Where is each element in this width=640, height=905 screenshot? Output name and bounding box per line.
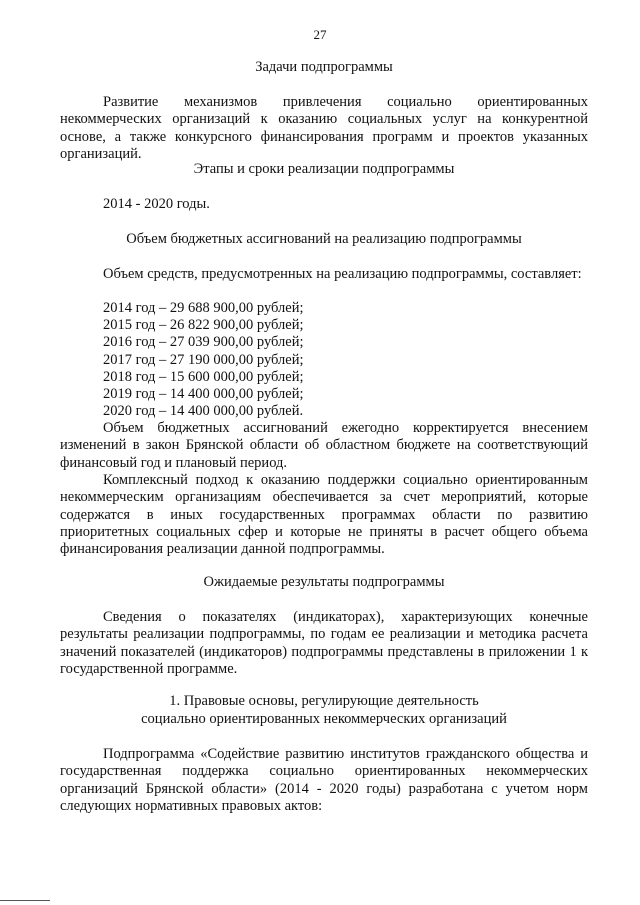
- stages-paragraph: 2014 - 2020 годы.: [103, 196, 210, 212]
- results-heading: Ожидаемые результаты подпрограммы: [203, 574, 445, 590]
- section1-heading-line1: 1. Правовые основы, регулирующие деятельность: [169, 693, 479, 709]
- stages-heading: Этапы и сроки реализации подпрограммы: [193, 161, 455, 177]
- budget-year-line: 2019 год – 14 400 000,00 рублей;: [103, 386, 304, 402]
- tasks-paragraph: Развитие механизмов привлечения социально ориентированных некоммерческих организаций к оказанию социальных услуг на конкурентной основе, а также конкурсного финансирования программ и проектов указанных организаций.: [60, 94, 588, 162]
- budget-intro: Объем средств, предусмотренных на реализацию подпрограммы, составляет:: [103, 266, 582, 282]
- section1-paragraph: Подпрограмма «Содействие развитию институтов гражданского общества и государственная поддержка социально ориентированных некоммерческих организаций Брянской области» (2014 - 2020 годы) разработана с учетом норм следующих нормативных правовых актов:: [60, 746, 588, 814]
- page-number: 27: [313, 27, 327, 42]
- scan-edge-mark: [0, 900, 50, 901]
- results-paragraph: Сведения о показателях (индикаторах), характеризующих конечные результаты реализации подпрограммы, по годам ее реализации и методика расчета значений показателей (индикаторов) подпрограммы представлены в приложении 1 к государственной программе.: [60, 609, 588, 677]
- tasks-heading: Задачи подпрограммы: [255, 59, 393, 75]
- budget-heading: Объем бюджетных ассигнований на реализацию подпрограммы: [126, 231, 522, 247]
- budget-approach: Комплексный подход к оказанию поддержки социально ориентированным некоммерческим организациям обеспечивается за счет мероприятий, которые содержатся в иных государственных программах области по развитию приоритетных социальных сфер и которые не приняты в расчет общего объема финансирования реализации данной подпрограммы.: [60, 472, 588, 558]
- budget-year-line: 2016 год – 27 039 900,00 рублей;: [103, 334, 304, 350]
- budget-year-line: 2020 год – 14 400 000,00 рублей.: [103, 403, 304, 419]
- budget-year-line: 2015 год – 26 822 900,00 рублей;: [103, 317, 304, 333]
- section1-heading-line2: социально ориентированных некоммерческих организаций: [141, 711, 507, 727]
- budget-year-line: 2017 год – 27 190 000,00 рублей;: [103, 352, 304, 368]
- budget-year-line: 2014 год – 29 688 900,00 рублей;: [103, 300, 304, 316]
- budget-year-line: 2018 год – 15 600 000,00 рублей;: [103, 369, 304, 385]
- budget-note: Объем бюджетных ассигнований ежегодно корректируется внесением изменений в закон Брянской области об областном бюджете на соответствующий финансовый год и плановый период.: [60, 420, 588, 471]
